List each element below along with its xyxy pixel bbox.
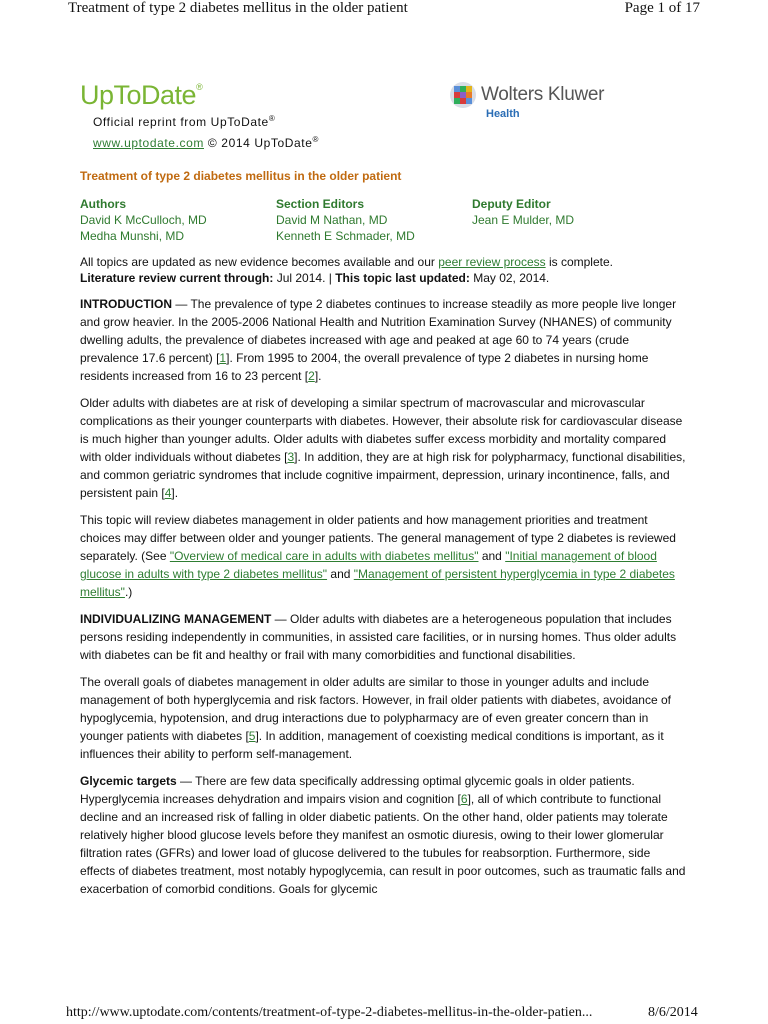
registered-mark: ® — [312, 135, 320, 144]
reference-link[interactable]: 2 — [308, 369, 315, 383]
section-heading: INDIVIDUALIZING MANAGEMENT — [80, 612, 272, 626]
section-heading: INTRODUCTION — [80, 297, 172, 311]
print-header-title: Treatment of type 2 diabetes mellitus in the older patient — [68, 0, 408, 16]
reference-link[interactable]: 3 — [287, 450, 295, 464]
print-footer-url: http://www.uptodate.com/contents/treatment-of-type-2-diabetes-mellitus-in-the-older-patien... — [66, 1005, 593, 1020]
paragraph-text: ]. In addition, they are at high risk for polypharmacy, functional disabilities, and common geriatric syndromes that include cognitive impairment, depression, urinary incontinence, falls, and persistent pain [ — [80, 450, 686, 500]
lit-review-date: Jul 2014. | — [273, 271, 336, 285]
deputy-editor-name[interactable]: Jean E Mulder, MD — [472, 213, 575, 227]
author-name[interactable]: Medha Munshi, MD — [80, 229, 185, 243]
wolters-kluwer-logo[interactable] — [448, 80, 605, 120]
reprint-line: Official reprint from UpToDate — [93, 115, 269, 129]
paragraph-text: — The prevalence of type 2 diabetes continues to increase steadily as more people live longer and grow heavier. In the 2005-2006 National Health and Nutrition Examination Survey (NHANES) of community dwelling adults, the prevalence of diabetes increased with age and peaked at age 60 to 74 years (crude prevalence 17.6 percent) [ — [80, 297, 677, 365]
uptodate-url-link[interactable]: www.uptodate.com — [93, 136, 204, 150]
reprint-notice — [93, 110, 319, 152]
publisher-name: Wolters Kluwer — [481, 84, 605, 105]
authors-heading: Authors — [80, 197, 126, 211]
publisher-division: Health — [486, 108, 520, 120]
section-editors-column — [276, 196, 415, 244]
authors-column — [80, 196, 207, 244]
print-footer-date: 8/6/2014 — [648, 1005, 698, 1020]
paragraph-text: .) — [124, 585, 133, 599]
paragraph-text: — Older adults with diabetes are a heterogeneous population that includes persons residing independently in communities, in assisted care facilities, or in nursing homes. Thus older adults with diabetes can be fit and healthy or frail with many comorbidities and functional disabilities. — [80, 612, 677, 662]
section-editor-name[interactable]: David M Nathan, MD — [276, 213, 388, 227]
paragraph-text: This topic will review diabetes management in older patients and how management priorities and treatment choices may differ between older and younger patients. The general management of type 2 diabetes is reviewed separately. (See — [80, 513, 676, 563]
paragraph — [80, 511, 688, 601]
paragraph — [80, 394, 688, 502]
section-editor-name[interactable]: Kenneth E Schmader, MD — [276, 229, 415, 243]
update-notice: All topics are updated as new evidence becomes available and our — [80, 255, 439, 269]
copyright-text: © 2014 UpToDate — [204, 136, 313, 150]
reference-link[interactable]: 4 — [164, 486, 172, 500]
paragraph-text: ], all of which contribute to functional decline and an increased risk of falling in older diabetic patients. On the other hand, older patients may tolerate relatively higher blood glucose levels before they manifest an osmotic diuresis, owing to their lower glomerular filtration rates (GFRs) and lower load of glucose delivered to the tubules for reabsorption. Furthermore, side effects of diabetes treatment, most notably hypoglycemia, can result in poor outcomes, such as traumatic falls and exacerbation of comorbid conditions. Goals for glycemic — [80, 792, 686, 896]
paragraph-text: The overall goals of diabetes management in older adults are similar to those in younger adults and include management of both hyperglycemia and risk factors. However, in frail older patients with diabetes, avoidance of hypoglycemia, hypotension, and drug interactions due to polypharmacy are of even greater concern than in younger patients with diabetes [ — [80, 675, 671, 743]
topic-link-initial-management[interactable]: "Initial management of blood glucose in adults with type 2 diabetes mellitus" — [80, 549, 657, 581]
deputy-editor-column — [472, 196, 574, 228]
section-editors-heading: Section Editors — [276, 197, 365, 211]
uptodate-logo[interactable] — [80, 80, 202, 111]
paragraph-text: Older adults with diabetes are at risk of developing a similar spectrum of macrovascular and microvascular complications as their younger counterparts with diabetes. However, their absolute risk for cardiovascular disease is much higher than younger adults. Older adults with diabetes suffer excess morbidity and mortality compared with older individuals without diabetes [ — [80, 396, 683, 464]
paragraph — [80, 673, 688, 763]
reference-link[interactable]: 5 — [248, 729, 256, 743]
update-notice-end: is complete. — [545, 255, 613, 269]
paragraph-text: ]. — [314, 369, 322, 383]
paragraph — [80, 610, 688, 664]
topic-link-overview[interactable]: "Overview of medical care in adults with diabetes mellitus" — [169, 549, 479, 563]
last-updated-label: This topic last updated: — [335, 271, 470, 285]
paragraph-text: ]. In addition, management of coexisting medical conditions is important, as it influences their ability to perform self-management. — [80, 729, 664, 761]
last-updated-date: May 02, 2014. — [469, 271, 550, 285]
wolters-kluwer-emblem-icon — [448, 80, 478, 110]
article-body — [80, 295, 688, 907]
topic-link-persistent-hyperglycemia[interactable]: "Management of persistent hyperglycemia in type 2 diabetes mellitus" — [80, 567, 675, 599]
paragraph — [80, 772, 688, 898]
paragraph — [80, 295, 688, 385]
paragraph-text: and — [327, 567, 354, 581]
subsection-heading: Glycemic targets — [80, 774, 177, 788]
reference-link[interactable]: 6 — [460, 792, 468, 806]
peer-review-link[interactable]: peer review process — [438, 255, 546, 269]
update-meta — [80, 254, 613, 286]
registered-mark: ® — [268, 114, 276, 123]
article-title: Treatment of type 2 diabetes mellitus in the older patient — [80, 169, 402, 183]
paragraph-text: and — [478, 549, 506, 563]
print-header-page: Page 1 of 17 — [624, 0, 700, 16]
uptodate-logo-text: UpToDate — [80, 80, 197, 110]
lit-review-label: Literature review current through: — [80, 271, 274, 285]
reference-link[interactable]: 1 — [219, 351, 227, 365]
registered-mark: ® — [196, 82, 203, 92]
paragraph-text: ]. — [171, 486, 179, 500]
deputy-editor-heading: Deputy Editor — [472, 197, 551, 211]
author-name[interactable]: David K McCulloch, MD — [80, 213, 207, 227]
paragraph-text: — There are few data specifically addressing optimal glycemic goals in older patients. Hyperglycemia increases dehydration and impairs vision and cognition [ — [80, 774, 635, 806]
paragraph-text: ]. From 1995 to 2004, the overall prevalence of type 2 diabetes in nursing home residents increased from 16 to 23 percent [ — [80, 351, 649, 383]
